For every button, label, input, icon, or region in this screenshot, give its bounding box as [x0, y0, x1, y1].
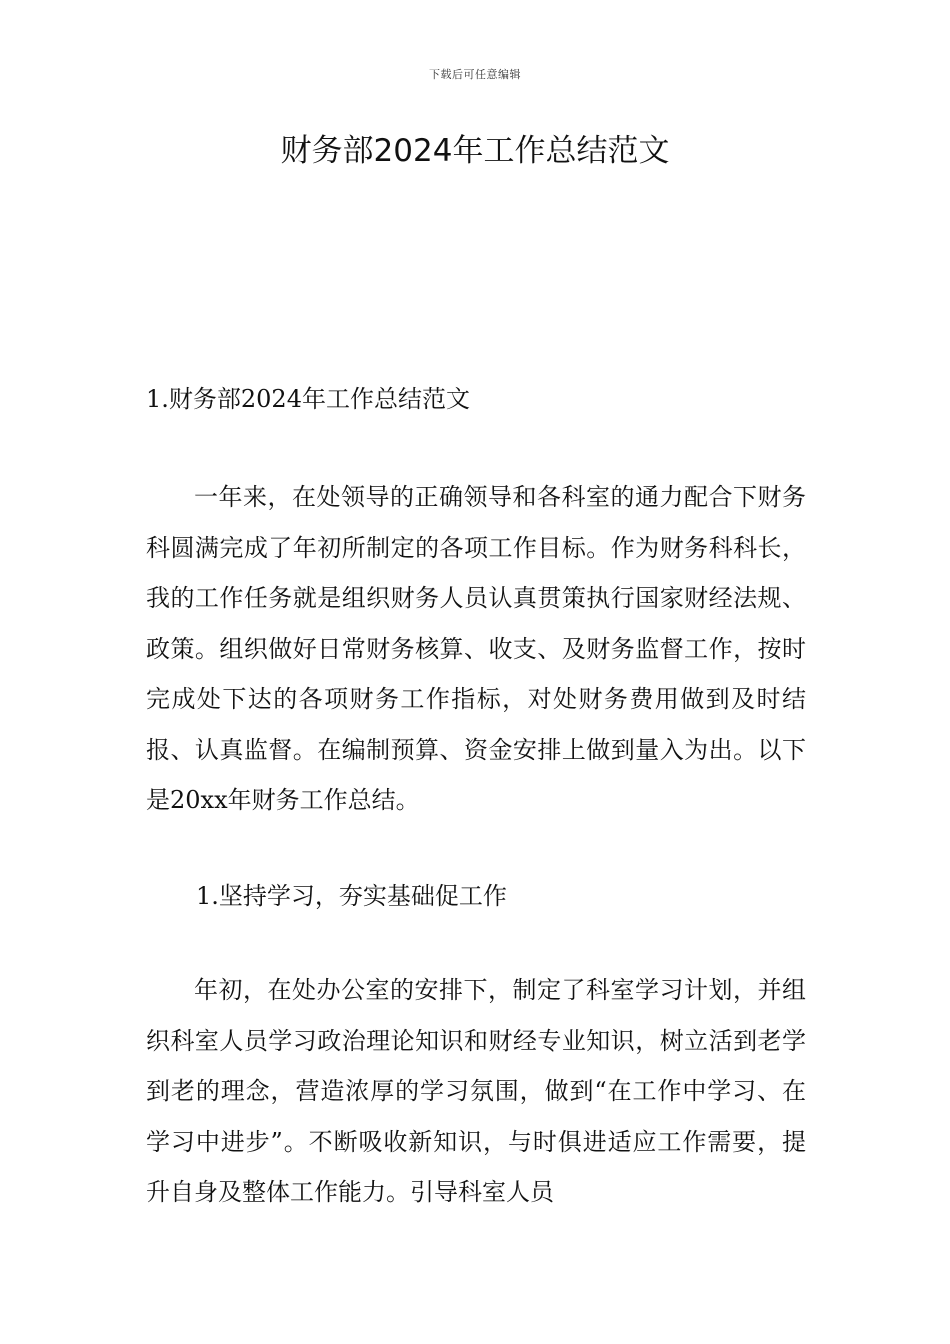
paragraph-1-text: 一年来，在处领导的正确领导和各科室的通力配合下财务科圆满完成了年初所制定的各项工作目标。作为财务科科长，我的工作任务就是组织财务人员认真贯策执行国家财经法规、政策。组织做好日常财务核算、收支、及财务监督工作，按时完成处下达的各项财务工作指标，对处财务费用做到及时结报、认真监督。在编制预算、资金安排上做到量入为出。以下是20xx年财务工作总结。 — [146, 483, 806, 814]
header-note: 下载后可任意编辑 — [429, 68, 521, 81]
paragraph-2-text: 年初，在处办公室的安排下，制定了科室学习计划，并组织科室人员学习政治理论知识和财经专业知识，树立活到老学到老的理念，营造浓厚的学习氛围，做到“在工作中学习、在学习中进步”。不断吸收新知识，与时俱进适应工作需要，提升自身及整体工作能力。引导科室人员 — [146, 976, 806, 1206]
document-title: 财务部2024年工作总结范文 — [280, 133, 670, 169]
paragraph-1 — [146, 472, 806, 826]
paragraph-2 — [146, 965, 806, 1218]
sub-heading-1: 1.坚持学习，夯实基础促工作 — [196, 882, 507, 910]
section-heading: 1.财务部2024年工作总结范文 — [146, 385, 470, 413]
